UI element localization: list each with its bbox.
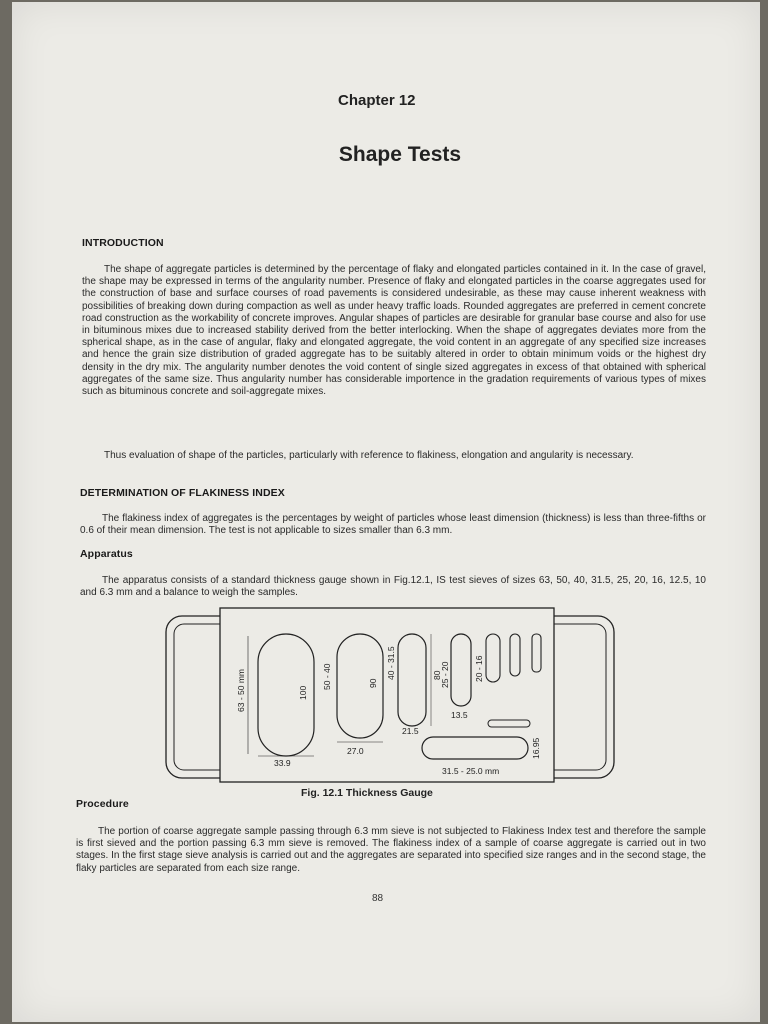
- chapter-title: Shape Tests: [338, 143, 462, 166]
- slot2-length-label: 90: [368, 678, 378, 688]
- thickness-gauge-drawing: [154, 604, 624, 784]
- flakiness-paragraph: The flakiness index of aggregates is the percentages by weight of particles whose least dimension (thickness) is less than three-fifths or 0.6 of their mean dimension. The test is not applicable to sizes smaller than 6.3 mm.: [80, 513, 706, 537]
- slot3-range-label: 40 - 31.5: [386, 646, 396, 680]
- slot1-range-label: 63 - 50 mm: [236, 669, 246, 712]
- introduction-heading: INTRODUCTION: [82, 237, 164, 249]
- figure-caption: Fig. 12.1 Thickness Gauge: [301, 787, 433, 799]
- apparatus-paragraph: The apparatus consists of a standard thickness gauge shown in Fig.12.1, IS test sieves of sizes 63, 50, 40, 31.5, 25, 20, 16, 12.5, 10 and 6.3 mm and a balance to weigh the samples.: [80, 575, 706, 599]
- bottom-range-label: 31.5 - 25.0 mm: [442, 766, 500, 776]
- flakiness-heading: DETERMINATION OF FLAKINESS INDEX: [80, 487, 285, 499]
- slot4-width-label: 13.5: [451, 710, 468, 720]
- slot5-range-label: 20 - 16: [474, 655, 484, 682]
- introduction-paragraph: The shape of aggregate particles is determined by the percentage of flaky and elongated particles contained in it. In the case of gravel, the shape may be expressed in terms of the angularity number. Presence of flaky and elongated particles in the coarse aggregates used for the construction of base and surface courses of road pavements is considered undesirable, as these may cause inherent weakness with possibilities of breaking down during compaction as well as under heavy traffic loads. Rounded aggregates are preferred in cement concrete road construction as the workability of concrete improves. Angular shapes of particles are desirable for granular base course and also for use in bituminous mixes due to increased stability derived from the better interlocking. When the shape of aggregates deviates more from the spherical shape, as in the case of angular, flaky and elongated aggregate, the void content in an aggregate of any specified size increases and hence the grain size distribution of graded aggregate has to be suitably altered in order to obtain minimum voids or the highest dry density in the dry mix. The angularity number denotes the void content of single sized aggregates in excess of that obtained with spherical aggregates of the same size. Thus angularity number has considerable importence in the gradation requirements of various types of mixes such as bituminous concrete and soil-aggregate mixes.: [82, 264, 706, 398]
- slot1-length-label: 100: [298, 685, 308, 700]
- bottom-width-label: 16.95: [531, 737, 541, 759]
- procedure-paragraph: The portion of coarse aggregate sample passing through 6.3 mm sieve is not subjected to Flakiness Index test and therefore the sample is first sieved and the portion passing 6.3 mm sieve is removed. The flakiness index of a sample of coarse aggregate is carried out in two stages. In the first stage sieve analysis is carried out and the aggregates are separated into specified size ranges and in the second stage, the flaky particles are separated from each size range.: [76, 826, 706, 874]
- slot2-range-label: 50 - 40: [322, 663, 332, 690]
- slot1-width-label: 33.9: [274, 758, 291, 768]
- page-number: 88: [372, 893, 384, 904]
- chapter-label: Chapter 12: [338, 92, 416, 109]
- evaluation-paragraph: Thus evaluation of shape of the particles, particularly with reference to flakiness, elongation and angularity is necessary.: [104, 450, 634, 461]
- procedure-heading: Procedure: [76, 798, 129, 810]
- slot4-range-label: 25 - 20: [440, 661, 450, 688]
- slot3-width-label: 21.5: [402, 726, 419, 736]
- apparatus-heading: Apparatus: [80, 548, 133, 560]
- slot2-width-label: 27.0: [347, 746, 364, 756]
- slot3-length-label: 80: [432, 670, 442, 680]
- thickness-gauge-figure: [154, 604, 624, 784]
